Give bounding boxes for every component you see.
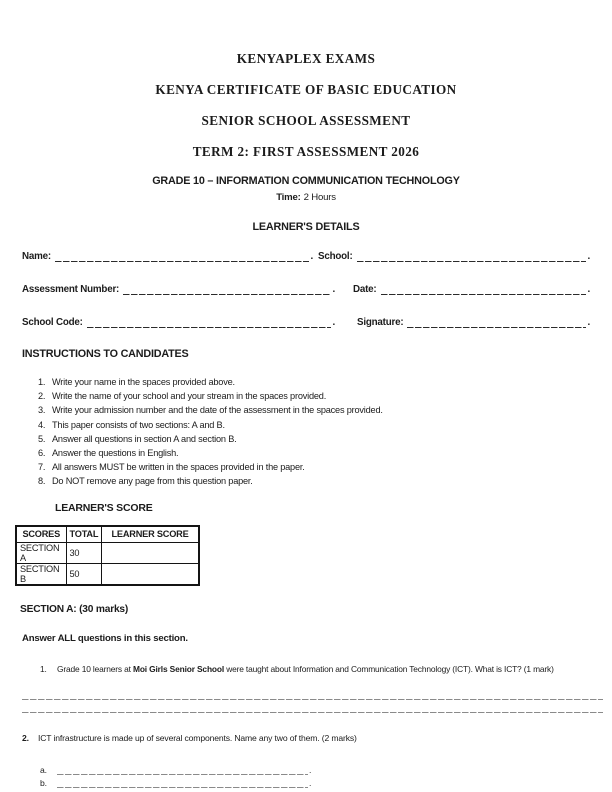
assessment-number-input-line[interactable] — [123, 284, 331, 295]
question-2-text: ICT infrastructure is made up of several components. Name any two of them. (2 marks) — [38, 733, 357, 744]
date-input-line[interactable] — [381, 284, 587, 295]
learner-score-cell[interactable] — [102, 563, 199, 585]
signature-field-group — [357, 317, 590, 328]
school-code-label: School Code: — [22, 317, 83, 328]
time-value: 2 Hours — [303, 192, 336, 203]
instruction-item — [38, 474, 590, 488]
details-row-code-signature — [22, 316, 590, 328]
learner-details-section — [22, 222, 590, 328]
question-2-answer-b — [40, 777, 590, 788]
instruction-item — [38, 460, 590, 474]
instruction-item — [38, 375, 590, 389]
exam-org-title: KENYAPLEX EXAMS — [236, 51, 376, 66]
instruction-number: 4. — [38, 419, 46, 430]
question-2-number: 2. — [22, 733, 29, 744]
score-header-scores: SCORES — [16, 526, 66, 543]
question-1-text-suffix: were taught about Information and Communication Technology (ICT). What is ICT? (1 mark) — [224, 663, 554, 674]
school-input-line[interactable] — [357, 251, 587, 262]
score-row-label: SECTION B — [16, 563, 66, 585]
question-1-answer-line[interactable] — [22, 712, 603, 713]
instructions-section — [22, 349, 590, 489]
instruction-text: Do NOT remove any page from this question paper. — [52, 476, 253, 487]
instruction-text: Answer all questions in section A and section B. — [52, 433, 237, 444]
instruction-number: 2. — [38, 391, 46, 402]
instruction-text: Write your name in the spaces provided above. — [52, 377, 235, 387]
certificate-title: KENYA CERTIFICATE OF BASIC EDUCATION — [155, 82, 457, 97]
term-title: TERM 2: FIRST ASSESSMENT 2026 — [192, 144, 420, 159]
school-field-group — [318, 251, 590, 262]
question-1-answer-line[interactable] — [22, 699, 603, 700]
answer-a-label: a. — [40, 765, 47, 776]
question-1 — [40, 664, 590, 674]
time-label: Time: — [276, 192, 301, 203]
answer-a-input-line[interactable] — [57, 764, 308, 775]
learner-score-section — [22, 503, 590, 586]
instruction-text: This paper consists of two sections: A and B. — [52, 419, 225, 430]
school-label: School: — [318, 251, 353, 262]
time-line — [22, 193, 590, 203]
instruction-text: Write the name of your school and your stream in the spaces provided. — [52, 391, 327, 402]
learner-details-title: LEARNER'S DETAILS — [252, 221, 360, 233]
line-terminator: . — [587, 251, 590, 262]
instruction-number: 3. — [38, 405, 46, 416]
answer-b-label: b. — [40, 778, 47, 789]
name-field-group — [22, 251, 313, 262]
line-terminator: . — [587, 284, 590, 295]
instruction-number: 8. — [38, 476, 46, 487]
instructions-title: INSTRUCTIONS TO CANDIDATES — [22, 348, 189, 360]
score-header-learner-score: LEARNER SCORE — [102, 526, 199, 543]
answer-b-input-line[interactable] — [57, 777, 308, 788]
assessment-number-field-group — [22, 284, 335, 295]
line-terminator: . — [332, 317, 335, 328]
line-terminator: . — [332, 284, 335, 295]
instruction-number: 5. — [38, 433, 46, 444]
section-a-note: Answer ALL questions in this section. — [22, 632, 188, 644]
learner-score-title: LEARNER'S SCORE — [55, 501, 153, 514]
question-1-number: 1. — [40, 663, 47, 674]
line-terminator: . — [309, 765, 312, 776]
score-row-label: SECTION A — [16, 542, 66, 563]
date-field-group — [353, 284, 590, 295]
instruction-item — [38, 418, 590, 432]
question-1-school-name: Moi Girls Senior School — [133, 663, 225, 674]
line-terminator: . — [309, 778, 312, 789]
details-row-assessment-date — [22, 283, 590, 295]
section-a-title: SECTION A: (30 marks) — [20, 603, 129, 615]
instruction-item — [38, 432, 590, 446]
score-table — [15, 525, 200, 586]
question-2 — [22, 733, 590, 743]
instruction-text: All answers MUST be written in the spaces provided in the paper. — [52, 462, 305, 473]
instruction-number: 6. — [38, 448, 46, 459]
instruction-number: 1. — [38, 377, 46, 387]
assessment-title: SENIOR SCHOOL ASSESSMENT — [201, 113, 411, 128]
line-terminator: . — [310, 251, 313, 262]
document-header — [22, 52, 590, 203]
score-header-total: TOTAL — [66, 526, 102, 543]
instruction-item — [38, 446, 590, 460]
instruction-number: 7. — [38, 462, 46, 473]
question-2-answer-a — [40, 764, 590, 775]
score-row-section-b — [16, 563, 199, 585]
learner-score-cell[interactable] — [102, 542, 199, 563]
school-code-input-line[interactable] — [87, 317, 332, 328]
instruction-text: Answer the questions in English. — [52, 448, 179, 459]
score-row-section-a — [16, 542, 199, 563]
instruction-item — [38, 389, 590, 403]
assessment-number-label: Assessment Number: — [22, 284, 120, 295]
score-table-header-row — [16, 526, 199, 543]
instruction-item — [38, 403, 590, 417]
score-row-total: 50 — [66, 563, 102, 585]
question-1-text — [57, 664, 554, 674]
instruction-text: Write your admission number and the date of the assessment in the spaces provided. — [52, 405, 383, 416]
question-1-text-prefix: Grade 10 learners at — [57, 663, 133, 674]
subject-line: GRADE 10 – INFORMATION COMMUNICATION TECHNOLOGY — [152, 175, 460, 187]
score-row-total: 30 — [66, 542, 102, 563]
name-input-line[interactable] — [55, 251, 310, 262]
school-code-field-group — [22, 317, 335, 328]
line-terminator: . — [587, 317, 590, 328]
date-label: Date: — [353, 284, 377, 295]
signature-label: Signature: — [357, 317, 404, 328]
signature-input-line[interactable] — [407, 317, 586, 328]
name-label: Name: — [22, 251, 51, 262]
details-row-name-school — [22, 250, 590, 262]
